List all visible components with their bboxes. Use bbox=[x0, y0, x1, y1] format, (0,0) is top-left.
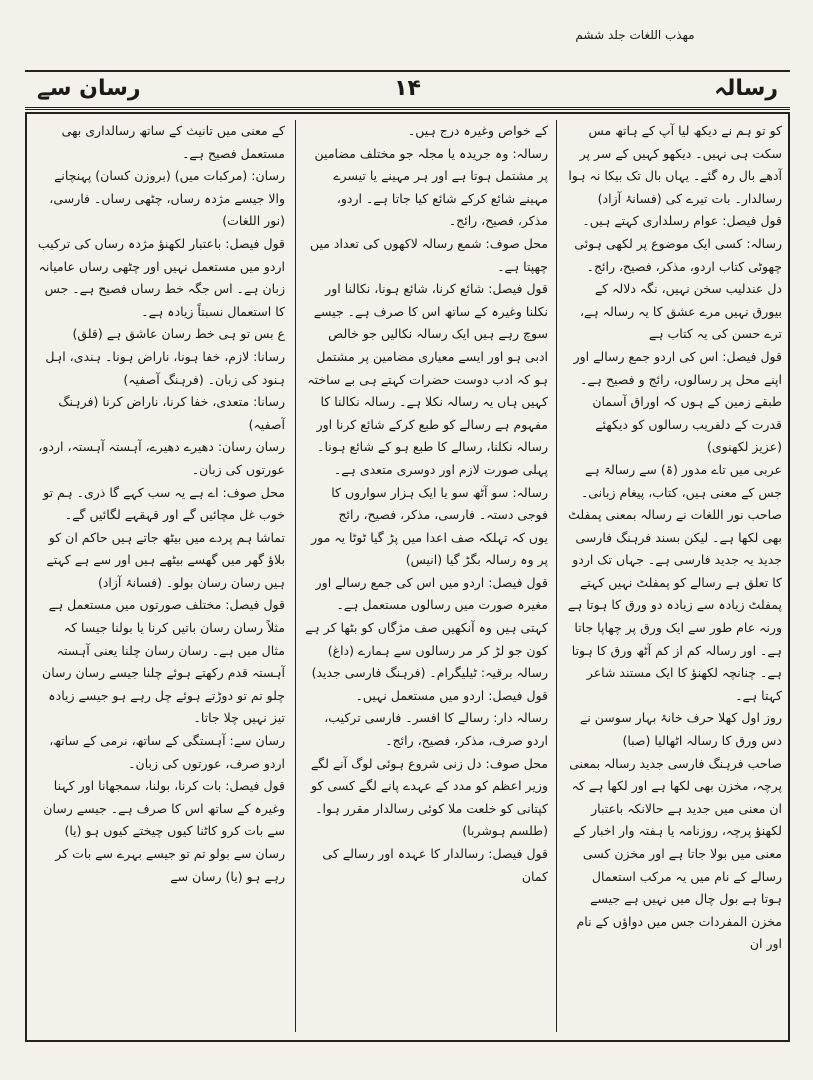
entry-paragraph: قول فیصل: عوام رسلداری کہتے ہیں۔ bbox=[582, 213, 782, 229]
text-columns bbox=[25, 112, 790, 1042]
entry-paragraph: قول فیصل: اس کی اردو جمع رسالے اور اپنے محل پر رسالوں، رائج و فصیح ہے۔ bbox=[573, 348, 782, 387]
entry-paragraph: محل صوف: دل زنی شروع ہوئی لوگ آنے لگے وزیر اعظم کو مدد کے عہدے پانے لگے کسی کو کپتانی کو خلعت ملا کوئی رسالدار مقرر ہوا۔ (طلسم ہوشربا) bbox=[310, 755, 548, 839]
page-header bbox=[25, 70, 790, 110]
entry-paragraph: قول فیصل: اردو میں اس کی جمع رسالے اور مغیرہ صورت میں رسالوں مستعمل ہے۔ bbox=[315, 574, 548, 613]
column-right bbox=[559, 120, 790, 1032]
entry-paragraph: کہتی ہیں وہ آنکھیں صف مژگاں کو بٹھا کر ہے کون جو لڑ کر مر رسالوں سے ہمارے (داغ) bbox=[305, 620, 548, 658]
entry-paragraph: قول فیصل: رسالدار کا عہدہ اور رسالے کی کمان bbox=[322, 846, 548, 884]
column-middle bbox=[295, 120, 557, 1032]
entry-paragraph: رسالہ: وہ جریدہ یا مجلہ جو مختلف مضامین پر مشتمل ہوتا ہے اور ہر مہینے یا تیسرے مہینے شائع کرکے شائع کیا جاتا ہے۔ اردو، مذکر، فصیح، رائج۔ bbox=[314, 145, 548, 229]
volume-title: مھذب اللغات جلد ششم bbox=[575, 28, 695, 42]
entry-paragraph: محل صوف: اے ہے یہ سب کہے گا ذری۔ ہم تو خوب غل مچائیں گے اور قہقہے لگائیں گے۔ تماشا ہم پردے میں بیٹھ جاتے ہیں حاکم ان کو بلاؤ گھر میں گھسے بیٹھے ہیں اور سے ہے کہتے ہیں رسان رسان بولو۔ (فسانۂ آزاد) bbox=[43, 484, 285, 590]
entry-paragraph: کے معنی میں تانیث کے ساتھ رسالداری بھی مستعمل فصیح ہے۔ bbox=[61, 123, 285, 161]
entry-paragraph: رسالہ دار: رسالے کا افسر۔ فارسی ترکیب، اردو صرف، مذکر، فصیح، رائج۔ bbox=[324, 710, 548, 749]
column-left bbox=[29, 120, 293, 1032]
entry-paragraph: قول فیصل: بات کرنا، بولنا، سمجھانا اور کہنا وغیرہ کے ساتھ اس کا صرف ہے۔ جیسے رسان سے بات کرو کاٹنا کیوں چیختے کیوں ہو (یا) رسان سے بولو تم تو جیسے بہرے سے بات کر رہے ہو (یا) رسان سے bbox=[43, 778, 285, 884]
header-right-word: رسالہ bbox=[714, 76, 778, 101]
entry-paragraph: قول فیصل: اردو میں مستعمل نہیں۔ bbox=[355, 687, 548, 703]
entry-paragraph: رسالہ: کسی ایک موضوع پر لکھی ہوئی چھوٹی کتاب اردو، مذکر، فصیح، رائج۔ bbox=[574, 235, 782, 274]
entry-paragraph: قول فیصل: باعتبار لکھنؤ مژدہ رساں کی ترکیب اردو میں مستعمل نہیں اور چٹھی رساں عامیانہ زبان ہے۔ اس جگہ خط رساں فصیح ہے۔ جس کا استعمال نسبتاً زیادہ ہے۔ bbox=[37, 235, 285, 319]
entry-paragraph: دل عندلیب سخن نہیں، نگہ دلالہ کے بیورق نہیں مرے عشق کا یہ رسالہ ہے، ترے حسن کی یہ کتاب ہے bbox=[580, 281, 782, 342]
page-number: ۱۴ bbox=[394, 76, 421, 101]
entry-paragraph: صاحب فرہنگ فارسی جدید رسالہ بمعنی پرچہ، مخزن بھی لکھا ہے اور لکھا ہے کہ ان معنی میں جدید ہے حالانکہ باعتبار لکھنؤ پرچہ، روزنامہ یا ہفتہ وار اخبار کے معنی میں بولا جاتا ہے اور مخزن کسی رسالے کے نام میں یہ مرکب استعمال ہوتا ہے بول چال میں نہیں ہے جیسے مخزن المفردات جس میں دواؤں کے نام اور ان bbox=[569, 755, 782, 952]
entry-paragraph: عربی میں تاے مدور (ۃ) سے رسالۃ ہے جس کے معنی ہیں، کتاب، پیغام زبانی۔ صاحب نور اللغات نے رسالہ بمعنی پمفلٹ بھی لکھا ہے۔ لیکن بسند فرہنگ فارسی جدید یہ جدید فارسی ہے۔ جہاں تک اردو کا تعلق ہے رسالے کو پمفلٹ نہیں کہتے پمفلٹ زیادہ سے زیادہ دو ورق کا ہوتا ہے ورنہ عام طور سے ایک ورق پر چھاپا جاتا ہے۔ اور رسالہ کم از کم آٹھ ورق کا ہوتا ہے۔ چنانچہ لکھنؤ کا ایک مستند شاعر کہتا ہے۔ bbox=[567, 461, 782, 703]
entry-paragraph: رسان رسان: دھیرے دھیرے، آہستہ آہستہ، اردو، عورتوں کی زبان۔ bbox=[38, 439, 285, 477]
header-left-word: رسان سے bbox=[37, 76, 141, 101]
entry-paragraph: محل صوف: شمع رسالہ لاکھوں کی تعداد میں چھپتا ہے۔ bbox=[309, 235, 548, 274]
entry-paragraph: قول فیصل: مختلف صورتوں میں مستعمل ہے مثلاً رسان رسان باتیں کرنا یا بولنا جیسا کہ مثال میں ہے۔ رسان رسان چلنا یعنی آہستہ آہستہ قدم رکھتے ہوئے چلنا جیسے رسان رسان چلو تم تو دوڑتے ہوئے چل رہے ہو جیسے زیادہ تیز نہیں چلا جاتا۔ bbox=[42, 597, 285, 726]
entry-paragraph: رسانا: متعدی، خفا کرنا، ناراض کرنا (فرہنگ آصفیہ) bbox=[58, 394, 285, 432]
entry-paragraph: کو تو ہم نے دیکھ لیا آپ کے ہاتھ مس سکت ہی نہیں۔ دیکھو کہیں کے سر پر آدھے بال رہ گئے۔ یہاں بال تک بیکا نہ ہوا رسالدار۔ بات تیرے کی (فسانۂ آزاد) bbox=[568, 123, 782, 206]
entry-paragraph: کے خواص وغیرہ درج ہیں۔ bbox=[407, 123, 548, 138]
entry-paragraph: رسان: (مرکبات میں) (بروزن کسان) پہنچانے والا جیسے مژدہ رساں، چٹھی رساں۔ فارسی، (نور اللغات) bbox=[49, 168, 285, 229]
entry-paragraph: رسالہ برقیہ: ٹیلیگرام۔ (فرہنگ فارسی جدید) bbox=[311, 665, 548, 681]
entry-paragraph: رسان سے: آہستگی کے ساتھ، نرمی کے ساتھ، اردو صرف، عورتوں کی زبان۔ bbox=[49, 733, 285, 771]
entry-paragraph: ع بس تو ہی خط رسان عاشق ہے (قلق) bbox=[72, 326, 285, 342]
entry-paragraph: رسانا: لازم، خفا ہونا، ناراض ہونا۔ ہندی، اہل ہنود کی زبان۔ (فرہنگ آصفیہ) bbox=[45, 348, 285, 387]
entry-paragraph: روز اول کھلا حرف خانۂ بہار سوسن نے دس ورق کا رسالہ اٹھالیا (صبا) bbox=[580, 710, 782, 749]
entry-paragraph: یوں کہ تہلکہ صف اعدا میں پڑ گیا ٹوٹا یہ مور پر وہ رسالہ بگڑ گیا (انیس) bbox=[311, 529, 548, 568]
entry-paragraph: رسالہ: سو آٹھ سو یا ایک ہزار سواروں کا فوجی دستہ۔ فارسی، مذکر، فصیح، رائج bbox=[331, 484, 548, 523]
entry-paragraph: طبقے زمین کے ہوں کہ اوراق آسمان قدرت کے دلفریب رسالوں کو دیکھئے (عزیز لکھنوی) bbox=[592, 394, 782, 455]
entry-paragraph: قول فیصل: شائع کرنا، شائع ہونا، نکالنا اور نکلنا وغیرہ کے ساتھ اس کا صرف ہے۔ جیسے سوچ رہے ہیں ایک رسالہ نکالیں جو خالص ادبی ہو اور ایسے معیاری مضامین پر مشتمل ہو کہ ادب دوست حضرات کہتے ہی بے ساختہ کہیں ہاں یہ رسالہ نکلا ہے۔ رسالہ نکالنا کا مفہوم ہے رسالے کو طبع کرکے شائع کرنا اور رسالہ نکلنا، رسالے کا طبع ہو کے شائع ہونا۔ پہلی صورت لازم اور دوسری متعدی ہے۔ bbox=[307, 281, 548, 477]
